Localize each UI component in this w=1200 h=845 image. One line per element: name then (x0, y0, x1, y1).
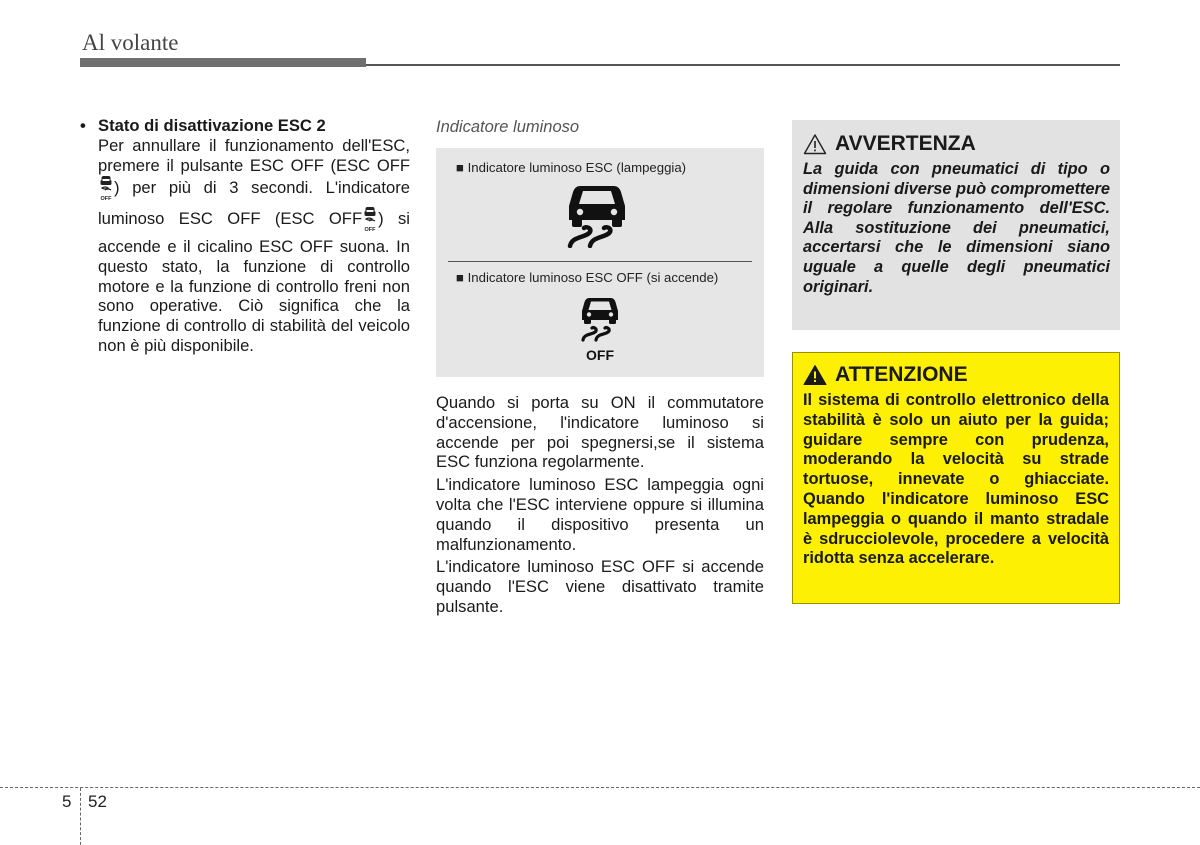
esc-off-icon (363, 206, 377, 237)
footer-dashed-divider (80, 788, 81, 845)
warning-box (792, 120, 1120, 330)
indicator-paragraph-2: L'indicatore luminoso ESC lampeggia ogni volta che l'ESC interviene oppure si illumina quando il dispositivo presenta un malfunzionamento. (436, 475, 764, 554)
indicator-description (436, 393, 764, 617)
bullet-heading (80, 116, 410, 136)
svg-text:OFF: OFF (586, 347, 614, 363)
indicator-esc-off-label: ■ Indicatore luminoso ESC OFF (si accende) (456, 270, 719, 285)
left-column (80, 116, 410, 356)
attention-text: Il sistema di controllo elettronico della stabilità è solo un aiuto per la guida; guidare sempre con prudenza, moderando la velocità su strade tortuose, innevate o ghiacciate. Quando l'indicatore luminoso ESC lampeggia o quando il manto stradale è sdrucciolevole, procedere a velocità ridotta senza accelerare. (803, 391, 1109, 568)
indicator-divider (448, 261, 752, 262)
footer-dashed-line (0, 787, 1200, 788)
esc-deactivation-paragraph: Per annullare il funzionamento dell'ESC, premere il pulsante ESC OFF (ESC OFF OFF ) per più di 3 secondi. L'indicatore luminoso ESC OFF (ESC OFF OFF ) si accende e il cicalino ESC OFF suona. In questo stato, la funzione di controllo motore e la funzione di controllo freni non sono operative. Ciò significa che la funzione di controllo di stabilità del veicolo non è più disponibile. (98, 135, 410, 355)
esc-off-icon (99, 175, 113, 206)
indicator-paragraph-3: L'indicatore luminoso ESC OFF si accende quando l'ESC viene disattivato tramite pulsante. (436, 557, 764, 616)
page-header-title: Al volante (82, 30, 179, 55)
header-rule-thin (366, 64, 1120, 66)
header-rule-thick (80, 58, 366, 67)
middle-column (436, 116, 764, 620)
svg-text:OFF: OFF (364, 227, 376, 233)
attention-box (792, 352, 1120, 604)
section-title: Indicatore luminoso (436, 118, 580, 136)
bullet-dot: • (80, 116, 86, 135)
esc-skid-icon (566, 182, 628, 248)
attention-title: ATTENZIONE (835, 363, 968, 386)
indicator-paragraph-1: Quando si porta su ON il commutatore d'accensione, l'indicatore luminoso si accende per poi spegnersi,se il sistema ESC funziona regolarmente. (436, 393, 764, 472)
indicator-figure (436, 148, 764, 377)
attention-header (803, 361, 1109, 389)
warning-header (803, 130, 1110, 158)
indicator-esc-label: ■ Indicatore luminoso ESC (lampeggia) (456, 160, 687, 175)
warning-title: AVVERTENZA (835, 132, 976, 155)
svg-text:OFF: OFF (100, 196, 112, 202)
warning-text: La guida con pneumatici di tipo o dimensioni diverse può compromettere il regolare funzionamento dell'ESC. Alla sostituzione dei pneumatici, accertarsi che le dimensioni siano uguale a quelle degli pneumatici originari. (803, 160, 1110, 296)
caution-triangle-icon (803, 364, 827, 386)
page-number: 52 (88, 792, 107, 811)
esc-off-icon (580, 295, 620, 365)
warning-triangle-icon (803, 133, 827, 155)
bullet-title: Stato di disattivazione ESC 2 (98, 116, 326, 135)
section-number: 5 (62, 792, 72, 811)
